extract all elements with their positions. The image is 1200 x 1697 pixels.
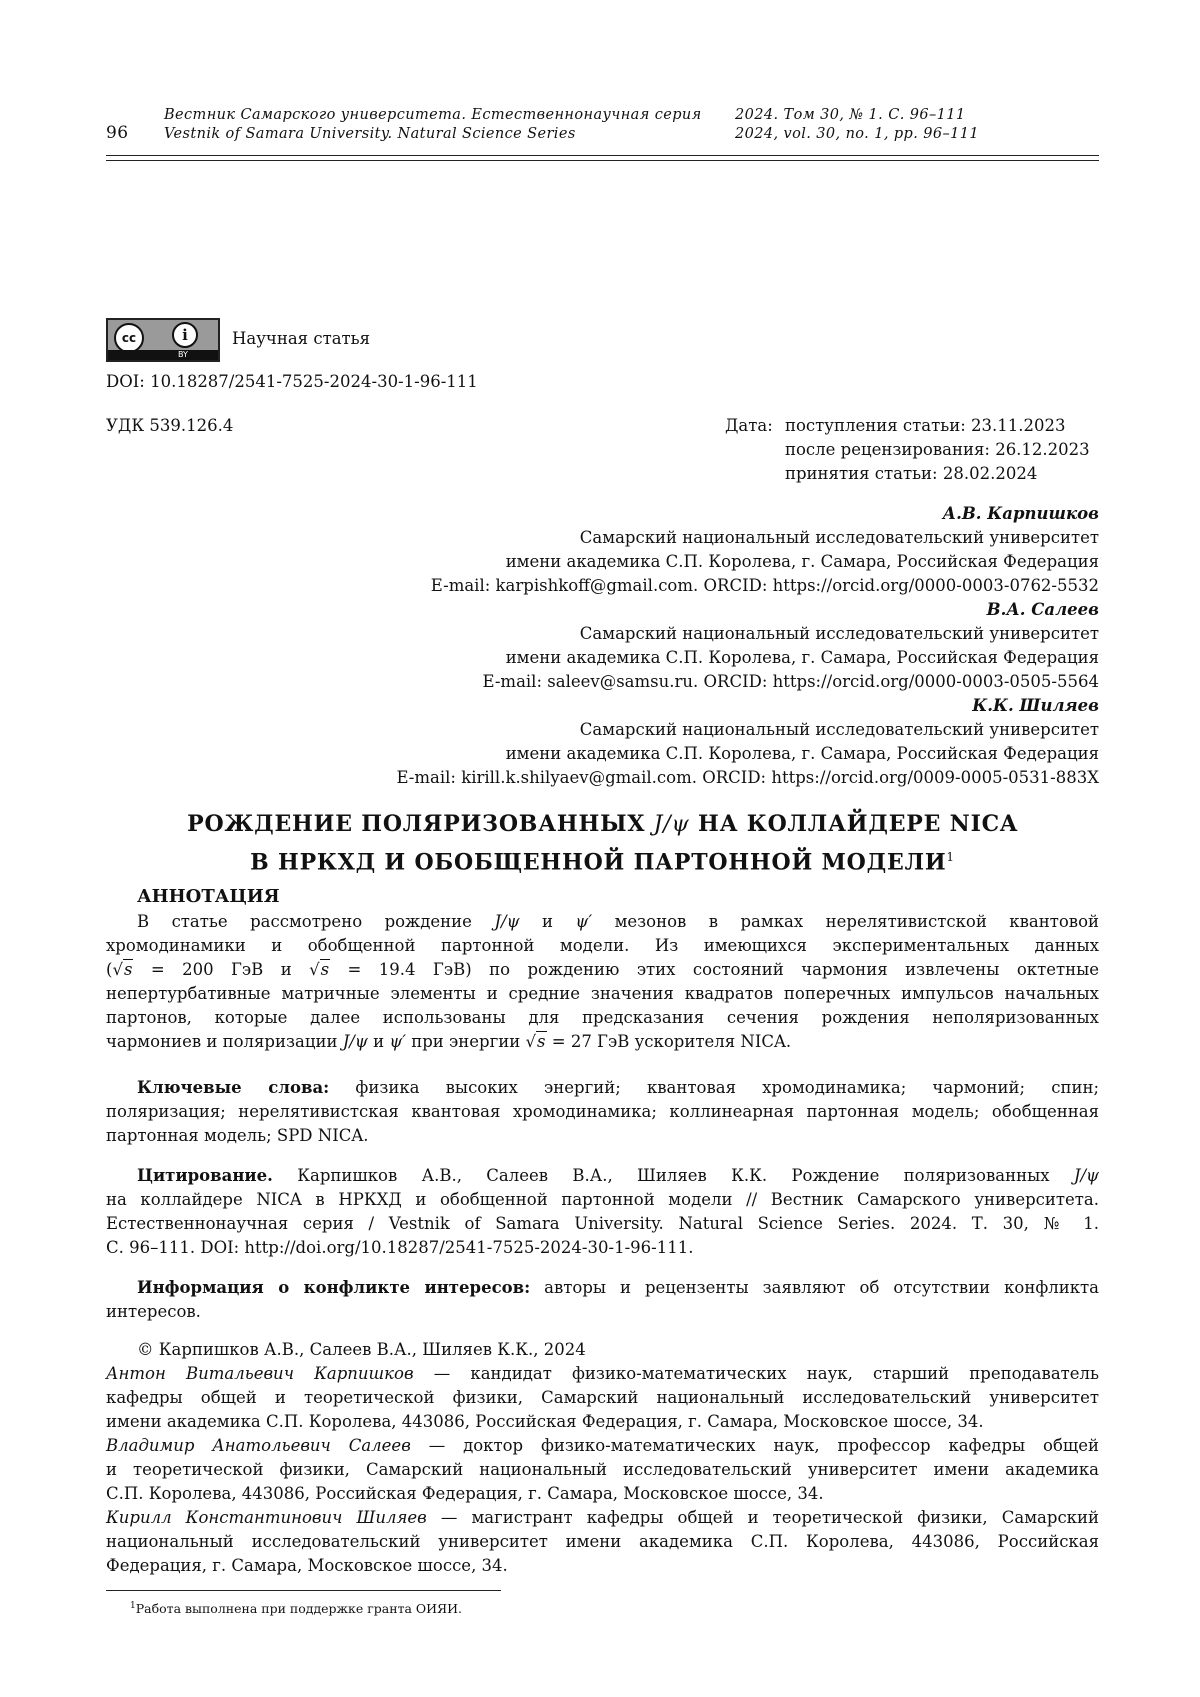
author-name: А.В. Карпишков bbox=[942, 504, 1099, 523]
license-bar bbox=[108, 350, 218, 360]
date-received: поступления статьи: 23.11.2023 bbox=[785, 416, 1066, 435]
author-name: К.К. Шиляев bbox=[972, 696, 1099, 715]
citation-doi-link[interactable]: С. 96–111. DOI: http://doi.org/10.18287/2541-7525-2024-30-1-96-111. bbox=[106, 1238, 694, 1257]
header-rule-top bbox=[106, 155, 1099, 156]
citation-label: Цитирование. bbox=[137, 1166, 273, 1185]
header-rule-bottom bbox=[106, 160, 1099, 161]
abstract-heading: АННОТАЦИЯ bbox=[137, 886, 280, 907]
issue-info-en: 2024, vol. 30, no. 1, pp. 96–111 bbox=[735, 126, 979, 142]
cc-by-license-badge[interactable] bbox=[106, 318, 220, 362]
bio-name: Кирилл Константинович Шиляев bbox=[106, 1508, 427, 1527]
dates-label: Дата: bbox=[725, 416, 773, 435]
article-title bbox=[106, 808, 1099, 878]
footnote-rule bbox=[106, 1590, 501, 1591]
authors-block bbox=[300, 502, 1099, 790]
author-affiliation: имени академика С.П. Королева, г. Самара, Российская Федерация bbox=[505, 552, 1099, 571]
bio-name: Антон Витальевич Карпишков bbox=[106, 1364, 414, 1383]
jpsi-symbol: J/ψ bbox=[653, 812, 690, 837]
doi[interactable]: DOI: 10.18287/2541-7525-2024-30-1-96-111 bbox=[106, 372, 478, 391]
copyright: © Карпишков А.В., Салеев В.А., Шиляев К.К., 2024 bbox=[137, 1340, 586, 1359]
cc-icon: cc bbox=[114, 323, 144, 353]
journal-title-ru: Вестник Самарского университета. Естественнонаучная серия bbox=[164, 107, 702, 123]
keywords: Ключевые слова: физика высоких энергий; квантовая хромодинамика; чармоний; спин; поляризация; нерелятивистская квантовая хромодинамика; коллинеарная партонная модель; обобщенная партонная модель; SPD NICA. bbox=[106, 1078, 1099, 1145]
author-affiliation: Самарский национальный исследовательский университет bbox=[579, 624, 1099, 643]
author-affiliation: имени академика С.П. Королева, г. Самара, Российская Федерация bbox=[505, 744, 1099, 763]
footnote-ref[interactable]: 1 bbox=[946, 850, 955, 864]
abstract-body: В статье рассмотрено рождение J/ψ и ψ′ мезонов в рамках нерелятивистской квантовой хромодинамики и обобщенной партонной модели. Из имеющихся экспериментальных данных (√s = 200 ГэВ и √s = 19.4 ГэВ) по рождению этих состояний чармония извлечены октетные непертурбативные матричные элементы и средние значения квадратов поперечных импульсов начальных партонов, которые далее использованы для предсказания сечения рождения неполяризованных чармониев и поляризации J/ψ и ψ′ при энергии √s = 27 ГэВ ускорителя NICA. bbox=[106, 912, 1100, 1051]
author-name: В.А. Салеев bbox=[986, 600, 1099, 619]
author-contact[interactable]: E-mail: karpishkoff@gmail.com. ORCID: https://orcid.org/0000-0003-0762-5532 bbox=[430, 576, 1099, 595]
by-label: BY bbox=[178, 350, 188, 359]
author-bios: Антон Витальевич Карпишков — кандидат физико-математических наук, старший преподаватель кафедры общей и теоретической физики, Самарский национальный исследовательский университет имени академика С.П. Королева, 443086, Российская Федерация, г. Самара, Московское шоссе, 34. Владимир Анатольевич Салеев — доктор физико-математических наук, профессор кафедры общей и теоретической физики, Самарский национальный исследовательский университет имени академика С.П. Королева, 443086, Российская Федерация, г. Самара, Московское шоссе, 34. Кирилл Константинович Шиляев — магистрант кафедры общей и теоретической физики, Самарский национальный исследовательский университет имени академика С.П. Королева, 443086, Российская Федерация, г. Самара, Московское шоссе, 34. bbox=[106, 1364, 1100, 1575]
footnote: $^1$Работа выполнена при поддержке гранта ОИЯИ. bbox=[130, 1601, 463, 1617]
footnote-mark: 1 bbox=[130, 1601, 136, 1611]
journal-title-en: Vestnik of Samara University. Natural Science Series bbox=[164, 126, 576, 142]
attribution-icon: i bbox=[172, 322, 198, 348]
conflict-of-interest: Информация о конфликте интересов: авторы и рецензенты заявляют об отсутствии конфликта интересов. bbox=[106, 1278, 1099, 1321]
title-line-2: В НРКХД И ОБОБЩЕННОЙ ПАРТОННОЙ МОДЕЛИ$^1$ bbox=[250, 849, 955, 876]
title-line-1: РОЖДЕНИЕ ПОЛЯРИЗОВАННЫХ J/ψ НА КОЛЛАЙДЕРЕ NICA bbox=[187, 811, 1018, 837]
author-affiliation: Самарский национальный исследовательский университет bbox=[579, 720, 1099, 739]
page-number: 96 bbox=[106, 123, 129, 143]
author-contact[interactable]: E-mail: kirill.k.shilyaev@gmail.com. ORCID: https://orcid.org/0009-0005-0531-883X bbox=[396, 768, 1099, 787]
author-contact[interactable]: E-mail: saleev@samsu.ru. ORCID: https://orcid.org/0000-0003-0505-5564 bbox=[482, 672, 1099, 691]
issue-info-ru: 2024. Том 30, № 1. С. 96–111 bbox=[735, 107, 966, 123]
bio-name: Владимир Анатольевич Салеев bbox=[106, 1436, 411, 1455]
date-accepted: принятия статьи: 28.02.2024 bbox=[785, 464, 1038, 483]
citation: Цитирование. Карпишков А.В., Салеев В.А., Шиляев К.К. Рождение поляризованных J/ψ на коллайдере NICA в НРКХД и обобщенной партонной модели // Вестник Самарского университета. Естественнонаучная серия / Vestnik of Samara University. Natural Science Series. 2024. Т. 30, № 1. С. 96–111. DOI: http://doi.org/10.18287/2541-7525-2024-30-1-96-111. bbox=[106, 1164, 1099, 1260]
author-affiliation: Самарский национальный исследовательский университет bbox=[579, 528, 1099, 547]
udk: УДК 539.126.4 bbox=[106, 416, 234, 435]
conflict-label: Информация о конфликте интересов: bbox=[137, 1278, 531, 1297]
keywords-label: Ключевые слова: bbox=[137, 1078, 330, 1097]
author-affiliation: имени академика С.П. Королева, г. Самара, Российская Федерация bbox=[505, 648, 1099, 667]
article-type: Научная статья bbox=[232, 329, 371, 348]
date-reviewed: после рецензирования: 26.12.2023 bbox=[785, 440, 1090, 459]
